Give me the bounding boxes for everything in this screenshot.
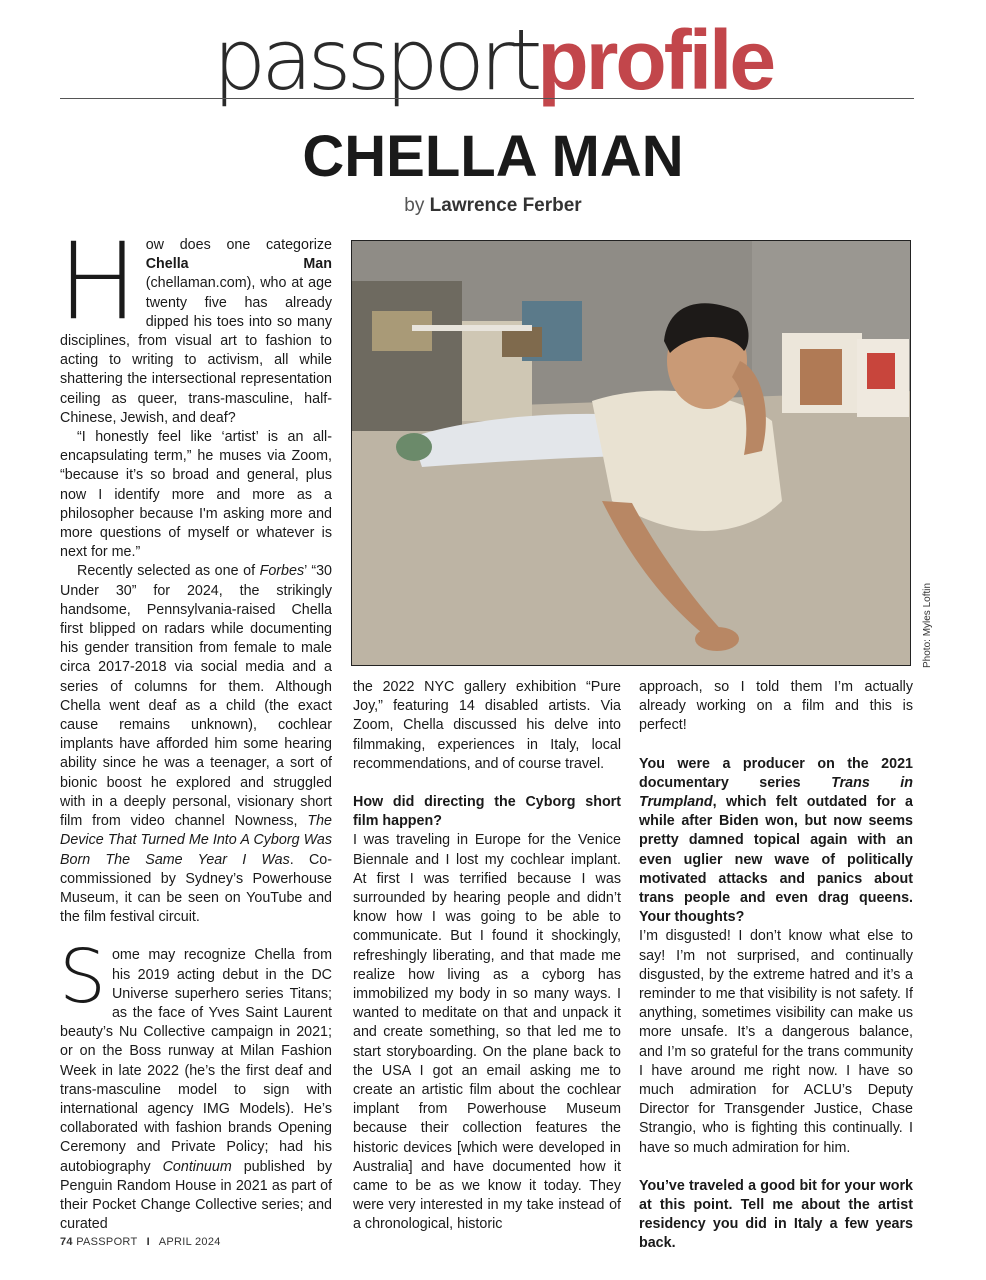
- dropcap-s: S: [59, 934, 106, 1021]
- page-number: 74: [60, 1236, 73, 1248]
- section-masthead: [0, 11, 986, 109]
- career-paragraph: [59, 934, 332, 1234]
- answer-trans-in-trumpland: I’m disgusted! I don’t know what else to say! I’m not surprised, and continually disgusted, by the extreme hatred and it’s a reminder to me that visibility is not safety. If anything, sometimes visibility can make us more unsafe. It’s a dangerous balance, and I’m so grateful for the trans community I have around me right now. I have so much admiration for ACLU’s Deputy Director for Transgender Justice, Chase Strangio, who is fighting this continually. I have so much admiration for him.: [639, 928, 913, 1156]
- photo-illustration: [352, 241, 911, 666]
- q2-text-b: , which felt outdated for a while after Biden won, but now seems pretty damned topical again with an even uglier new wave of politically motivated attacks and panics about trans people and even drag queens. Your thoughts?: [639, 794, 913, 926]
- article-title: CHELLA MAN: [302, 124, 684, 189]
- intro-paragraph: [58, 220, 332, 428]
- career-text-b: published by Penguin Random House in 2021 as part of their Pocket Change Collective series; and curated: [60, 1158, 332, 1233]
- byline-prefix: by: [404, 195, 425, 216]
- bg-text-b: ’ “30 Under 30” for 2024, the strikingly handsome, Pennsylvania-raised Chella first blipped on radars while documenting his gender transition from female to male circa 2017-2018 via social media and a series of columns for them. Although Chella went deaf as a child (the exact cause remains unknown), cochlear implants have afforded him some hearing ability since he was a teenager, a sort of bionic boost he explored and struggled with in a deeply personal, visionary short film from video channel Nowness,: [60, 563, 332, 830]
- subject-name: Chella Man: [145, 256, 332, 273]
- question-italy-residency: You’ve traveled a good bit for your work at this point. Tell me about the artist residency you did in Italy a few years back.: [639, 1177, 913, 1252]
- issue-date: APRIL 2024: [158, 1236, 221, 1248]
- masthead-profile: profile: [537, 13, 774, 107]
- masthead-passport: passport: [212, 11, 538, 109]
- answer-cyborg-cont: approach, so I told them I’m actually already working on a film and this is perfect!: [639, 679, 913, 734]
- background-paragraph: [60, 562, 332, 927]
- portrait-photo: [351, 240, 911, 666]
- film-title-italic: The Device That Turned Me Into A Cyborg Was Born The Same Year I Was: [60, 813, 332, 868]
- magazine-name: PASSPORT: [76, 1236, 138, 1248]
- masthead-rule: [60, 98, 914, 99]
- q2-text-a: You were a producer on the 2021 documentary series: [639, 755, 913, 791]
- bg-text-c: . Co-commissioned by Sydney’s Powerhouse Museum, it can be seen on YouTube and the film festival circuit.: [60, 851, 332, 926]
- career-text-a: ome may recognize Chella from his 2019 acting debut in the DC Universe superhero series Titans; as the face of Yves Saint Laurent beauty’s Nu Collective campaign in 2021; or on the Boss runway at Milan Fashion Week in late 2022 (he’s the first deaf and trans-masculine model to sign with international agency IMG Models). He’s collaborated with fashion brands Opening Ceremony and Private Policy; had his autobiography: [60, 947, 332, 1175]
- forbes-italic: Forbes: [259, 563, 305, 580]
- answer-cyborg: I was traveling in Europe for the Venice Biennale and I lost my cochlear implant. At first I was terrified because I was surrounded by hearing people and didn’t know how I was going to be able to communicate. But I found it shockingly, refreshingly liberating, and that made me realize how living as a cyborg has immobilized my body in so many ways. I wanted to meditate on that and unpack it and create something, so that led me to start storyboarding. On the plane back to the USA I got an email asking me to create an artistic film about the cochlear implant from Powerhouse Museum because their collection features the historic devices [which were developed in Australia] and have documented how it came to be as we know it today. They were very interested in my take instead of a chronological, historic: [353, 832, 621, 1233]
- byline: [0, 195, 986, 217]
- dropcap-h: H: [58, 220, 138, 343]
- column-2: [353, 678, 621, 1235]
- page-footer: [60, 1236, 221, 1248]
- photo-credit: Photo: Myles Loftin: [922, 582, 933, 668]
- intro-text-b: (chellaman.com), who at age twenty five has already dipped his toes into so many disciplines, from visual art to fashion to acting to writing to activism, all while shattering the intersectional representation ceiling as queer, trans-masculine, half-Chinese, Jewish, and deaf?: [60, 275, 332, 426]
- c2-intro-paragraph: the 2022 NYC gallery exhibition “Pure Joy,” featuring 14 disabled artists. Via Zoom, Chella discussed his delve into filmmaking, experiences in Italy, local recommendations, and of course travel.: [353, 679, 621, 772]
- column-1: [58, 220, 332, 1234]
- column-3: [639, 678, 913, 1254]
- bg-text-a: Recently selected as one of: [77, 563, 260, 580]
- question-cyborg: How did directing the Cyborg short film happen?: [353, 794, 621, 830]
- series-title-italic: Trans in Trumpland: [639, 774, 914, 811]
- footer-separator: I: [146, 1236, 151, 1248]
- book-title-italic: Continuum: [162, 1158, 232, 1175]
- intro-text-a: ow does one categorize: [145, 237, 332, 253]
- question-trans-in-trumpland: [639, 755, 913, 928]
- byline-author: Lawrence Ferber: [429, 195, 582, 216]
- quote-paragraph: “I honestly feel like ‘artist’ is an all-encapsulating term,” he muses via Zoom, “because it’s so broad and general, plus now I identify more and more as a philosopher because I'm asking more and more questions of myself or whatever is next for me.”: [60, 429, 332, 561]
